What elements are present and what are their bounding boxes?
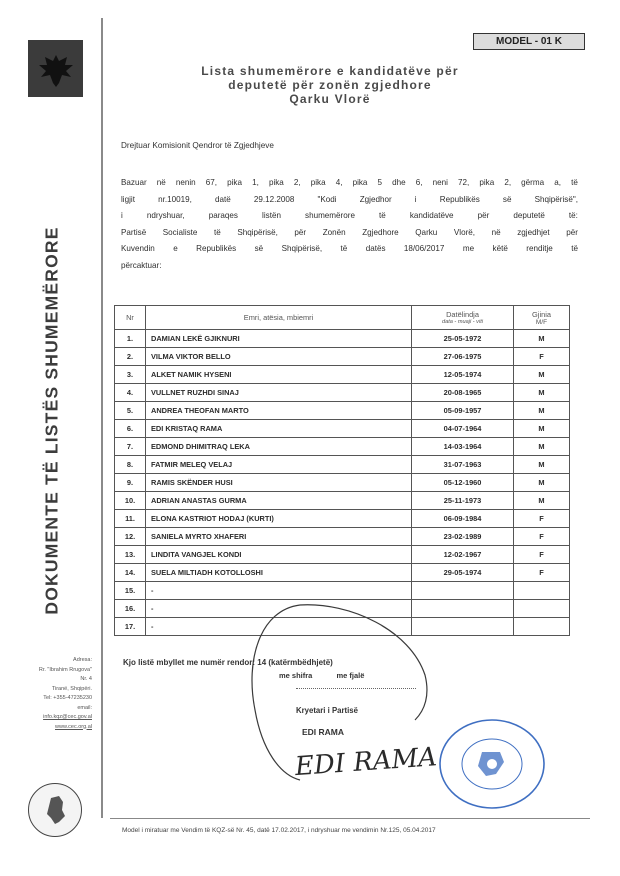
row-name: ELONA KASTRIOT HODAJ (KURTI) bbox=[146, 510, 412, 528]
row-name: - bbox=[146, 582, 412, 600]
row-dob: 05-09-1957 bbox=[412, 402, 514, 420]
intro-word: të: bbox=[568, 211, 578, 220]
closing-statement: Kjo listë mbyllet me numër rendor: 14 (katërmbëdhjetë) bbox=[123, 658, 333, 667]
intro-word: pika bbox=[479, 178, 495, 187]
intro-word: Vlorë, bbox=[453, 227, 476, 237]
row-gender: F bbox=[514, 564, 570, 582]
footer-note: Model i miratuar me Vendim të KQZ-së Nr. 45, datë 17.02.2017, i ndryshuar me vendimin Nr.125, 05.04.2017 bbox=[122, 827, 436, 834]
row-gender: M bbox=[514, 330, 570, 348]
row-gender: M bbox=[514, 492, 570, 510]
header-nr: Nr bbox=[115, 306, 146, 330]
intro-word: Socialiste bbox=[162, 227, 198, 237]
intro-word: pika bbox=[310, 178, 326, 187]
row-name: RAMIS SKËNDER HUSI bbox=[146, 474, 412, 492]
intro-word: pika bbox=[227, 178, 242, 187]
intro-line bbox=[121, 175, 578, 192]
intro-word: shumemërore bbox=[305, 211, 355, 220]
row-name: SUELA MILTIADH KOTOLLOSHI bbox=[146, 564, 412, 582]
row-name: VULLNET RUZHDI SINAJ bbox=[146, 384, 412, 402]
row-gender bbox=[514, 600, 570, 618]
chair-title: Kryetari i Partisë bbox=[296, 706, 358, 715]
row-number: 6. bbox=[115, 420, 146, 438]
intro-word: Shqipërisë", bbox=[534, 194, 578, 204]
contact-email-label: email: bbox=[77, 704, 92, 711]
intro-word: 72, bbox=[458, 178, 470, 187]
closing-sub-digits: me shifra bbox=[279, 671, 313, 680]
intro-word: Qarku bbox=[415, 227, 438, 237]
row-dob: 20-08-1965 bbox=[412, 384, 514, 402]
intro-word: i bbox=[121, 211, 123, 220]
intro-word: ndryshuar, bbox=[146, 211, 185, 220]
row-dob: 23-02-1989 bbox=[412, 528, 514, 546]
title-line: Lista shumemërore e kandidatëve për bbox=[201, 64, 459, 78]
header-dob bbox=[412, 306, 514, 330]
table-row bbox=[115, 546, 570, 564]
intro-word: datë bbox=[214, 194, 231, 204]
contact-city: Tiranë, Shqipëri. bbox=[51, 685, 92, 692]
intro-word: të bbox=[214, 227, 221, 237]
intro-word: pika bbox=[268, 178, 284, 187]
table-row bbox=[115, 402, 570, 420]
row-gender: M bbox=[514, 366, 570, 384]
row-name: ADRIAN ANASTAS GURMA bbox=[146, 492, 412, 510]
row-gender bbox=[514, 618, 570, 636]
intro-word: për bbox=[566, 227, 578, 237]
intro-word: Republikës bbox=[196, 244, 237, 253]
row-number: 13. bbox=[115, 546, 146, 564]
row-number: 5. bbox=[115, 402, 146, 420]
row-number: 11. bbox=[115, 510, 146, 528]
row-gender: F bbox=[514, 546, 570, 564]
intro-word: të bbox=[379, 211, 386, 220]
row-dob: 04-07-1964 bbox=[412, 420, 514, 438]
intro-word: kandidatëve bbox=[409, 211, 454, 220]
row-dob: 25-11-1973 bbox=[412, 492, 514, 510]
contact-number: Nr. 4 bbox=[80, 676, 92, 682]
row-gender: M bbox=[514, 438, 570, 456]
row-dob: 27-06-1975 bbox=[412, 348, 514, 366]
intro-word: renditje bbox=[526, 244, 553, 253]
row-number: 14. bbox=[115, 564, 146, 582]
table-row bbox=[115, 348, 570, 366]
intro-word: nenin bbox=[175, 178, 196, 187]
signature-text: EDI RAMA bbox=[293, 742, 438, 783]
intro-word: 5 bbox=[377, 178, 383, 187]
cec-map-icon bbox=[29, 784, 81, 836]
intro-word: 4, bbox=[335, 178, 343, 187]
header-name: Emri, atësia, mbiemri bbox=[146, 306, 412, 330]
table-row bbox=[115, 492, 570, 510]
table-row bbox=[115, 366, 570, 384]
row-number: 7. bbox=[115, 438, 146, 456]
intro-word: 18/06/2017 bbox=[403, 244, 445, 253]
row-number: 1. bbox=[115, 330, 146, 348]
intro-word: "Kodi bbox=[317, 194, 337, 204]
party-stamp bbox=[438, 718, 546, 810]
document-title bbox=[125, 64, 535, 106]
row-number: 9. bbox=[115, 474, 146, 492]
contact-street: Rr. "Ibrahim Rrugova" bbox=[38, 666, 92, 673]
addressee: Drejtuar Komisionit Qendror të Zgjedhjeve bbox=[121, 141, 274, 150]
row-gender: M bbox=[514, 474, 570, 492]
row-gender: M bbox=[514, 402, 570, 420]
header-gender-label: Gjinia bbox=[532, 309, 551, 319]
contact-info bbox=[6, 656, 92, 732]
table-row bbox=[115, 528, 570, 546]
row-number: 3. bbox=[115, 366, 146, 384]
intro-word: zgjedhjet bbox=[517, 227, 550, 237]
intro-word: Shqipërisë, bbox=[281, 244, 323, 253]
row-gender: F bbox=[514, 510, 570, 528]
title-line: Qarku Vlorë bbox=[289, 92, 371, 106]
table-row bbox=[115, 384, 570, 402]
row-dob: 06-09-1984 bbox=[412, 510, 514, 528]
row-gender: M bbox=[514, 456, 570, 474]
header-gender bbox=[514, 306, 570, 330]
row-number: 2. bbox=[115, 348, 146, 366]
row-number: 16. bbox=[115, 600, 146, 618]
candidates-table bbox=[114, 305, 570, 636]
intro-word: Partisë bbox=[121, 227, 147, 237]
intro-word: në bbox=[491, 227, 501, 237]
intro-word: Zonën bbox=[322, 227, 346, 237]
row-gender: F bbox=[514, 528, 570, 546]
margin-divider bbox=[101, 18, 103, 818]
eagle-icon bbox=[37, 49, 75, 89]
row-name: - bbox=[146, 618, 412, 636]
intro-word: të bbox=[571, 244, 578, 253]
intro-word: pika bbox=[352, 178, 368, 187]
intro-line bbox=[121, 192, 578, 209]
table-row bbox=[115, 582, 570, 600]
row-dob: 29-05-1974 bbox=[412, 564, 514, 582]
row-number: 17. bbox=[115, 618, 146, 636]
table-row bbox=[115, 330, 570, 348]
contact-label: Adresa: bbox=[73, 657, 92, 663]
row-number: 4. bbox=[115, 384, 146, 402]
intro-word: dhe bbox=[392, 178, 406, 187]
intro-word: Zgjedhore bbox=[362, 227, 399, 237]
intro-word: neni bbox=[432, 178, 448, 187]
intro-line bbox=[121, 208, 578, 225]
intro-word: i bbox=[414, 194, 417, 204]
row-name: LINDITA VANGJEL KONDI bbox=[146, 546, 412, 564]
intro-paragraph bbox=[121, 175, 578, 274]
closing-sub-words: me fjalë bbox=[336, 671, 365, 680]
row-name: ANDREA THEOFAN MARTO bbox=[146, 402, 412, 420]
intro-word: 2, bbox=[293, 178, 301, 187]
header-dob-label: Datëlindja bbox=[446, 310, 479, 319]
row-dob bbox=[412, 582, 514, 600]
row-number: 15. bbox=[115, 582, 146, 600]
intro-word: për bbox=[477, 211, 490, 220]
intro-word: deputetë bbox=[513, 211, 545, 220]
intro-line bbox=[121, 258, 578, 275]
table-row bbox=[115, 474, 570, 492]
intro-word: listën bbox=[262, 211, 281, 220]
row-name: EDI KRISTAQ RAMA bbox=[146, 420, 412, 438]
row-number: 12. bbox=[115, 528, 146, 546]
row-name: FATMIR MELEQ VELAJ bbox=[146, 456, 412, 474]
model-badge: MODEL - 01 K bbox=[473, 33, 585, 50]
intro-word: Shqipërisë, bbox=[237, 227, 278, 237]
row-dob: 25-05-1972 bbox=[412, 330, 514, 348]
intro-word: 6, bbox=[415, 178, 423, 187]
row-dob: 31-07-1963 bbox=[412, 456, 514, 474]
row-name: DAMIAN LEKË GJIKNURI bbox=[146, 330, 412, 348]
intro-word: së bbox=[254, 244, 264, 253]
intro-word: gërma bbox=[521, 178, 545, 187]
row-dob: 12-02-1967 bbox=[412, 546, 514, 564]
intro-word: me bbox=[462, 244, 475, 253]
footer-divider bbox=[110, 818, 590, 819]
signature-scribble bbox=[240, 600, 450, 790]
intro-word: për bbox=[294, 227, 307, 237]
intro-line bbox=[121, 225, 578, 242]
row-name: VILMA VIKTOR BELLO bbox=[146, 348, 412, 366]
intro-word: 2, bbox=[504, 178, 512, 187]
row-gender: M bbox=[514, 420, 570, 438]
intro-word: të bbox=[340, 244, 348, 253]
intro-word: në bbox=[156, 178, 166, 187]
intro-word: përcaktuar: bbox=[121, 260, 162, 270]
header-gender-format: M/F bbox=[535, 318, 548, 326]
contact-phone: Tel: +355-47235230 bbox=[43, 695, 92, 701]
intro-word: të bbox=[571, 178, 578, 187]
row-dob: 12-05-1974 bbox=[412, 366, 514, 384]
intro-word: Bazuar bbox=[121, 178, 147, 187]
table-header-row bbox=[115, 306, 570, 330]
albania-emblem bbox=[28, 40, 83, 97]
intro-word: 1, bbox=[252, 178, 259, 187]
row-gender: F bbox=[514, 348, 570, 366]
header-dob-format: data - muaji - viti bbox=[441, 319, 484, 325]
chair-name: EDI RAMA bbox=[302, 727, 345, 737]
intro-word: Kuvendin bbox=[121, 244, 155, 253]
table-row bbox=[115, 564, 570, 582]
title-line: deputetë për zonën zgjedhore bbox=[228, 78, 432, 92]
intro-word: a, bbox=[554, 178, 561, 187]
sidebar-title: DOKUMENTE TË LISTËS SHUMEMËRORE bbox=[41, 225, 62, 615]
intro-word: së bbox=[502, 194, 512, 204]
intro-word: paraqes bbox=[208, 211, 238, 220]
intro-word: ligjit bbox=[121, 194, 135, 204]
intro-word: Zgjedhor bbox=[359, 194, 392, 204]
table-row bbox=[115, 456, 570, 474]
intro-word: këtë bbox=[492, 244, 508, 253]
contact-email-link[interactable]: info.kqz@cec.gov.al bbox=[43, 714, 92, 720]
row-name: - bbox=[146, 600, 412, 618]
row-gender bbox=[514, 582, 570, 600]
intro-word: 67, bbox=[205, 178, 218, 187]
intro-line bbox=[121, 241, 578, 258]
row-name: EDMOND DHIMITRAQ LEKA bbox=[146, 438, 412, 456]
cec-seal-logo bbox=[28, 783, 82, 837]
table-row bbox=[115, 510, 570, 528]
row-number: 8. bbox=[115, 456, 146, 474]
row-name: SANIELA MYRTO XHAFERI bbox=[146, 528, 412, 546]
table-row bbox=[115, 438, 570, 456]
row-number: 10. bbox=[115, 492, 146, 510]
row-dob: 05-12-1960 bbox=[412, 474, 514, 492]
contact-web-link[interactable]: www.cec.org.al bbox=[55, 723, 92, 730]
table-row bbox=[115, 420, 570, 438]
intro-word: nr.10019, bbox=[158, 194, 192, 204]
row-dob: 14-03-1964 bbox=[412, 438, 514, 456]
intro-word: Republikës bbox=[439, 194, 480, 204]
row-gender: M bbox=[514, 384, 570, 402]
intro-word: datës bbox=[365, 244, 386, 253]
intro-word: 29.12.2008 bbox=[253, 194, 295, 204]
row-name: ALKET NAMIK HYSENI bbox=[146, 366, 412, 384]
intro-word: e bbox=[173, 244, 178, 253]
